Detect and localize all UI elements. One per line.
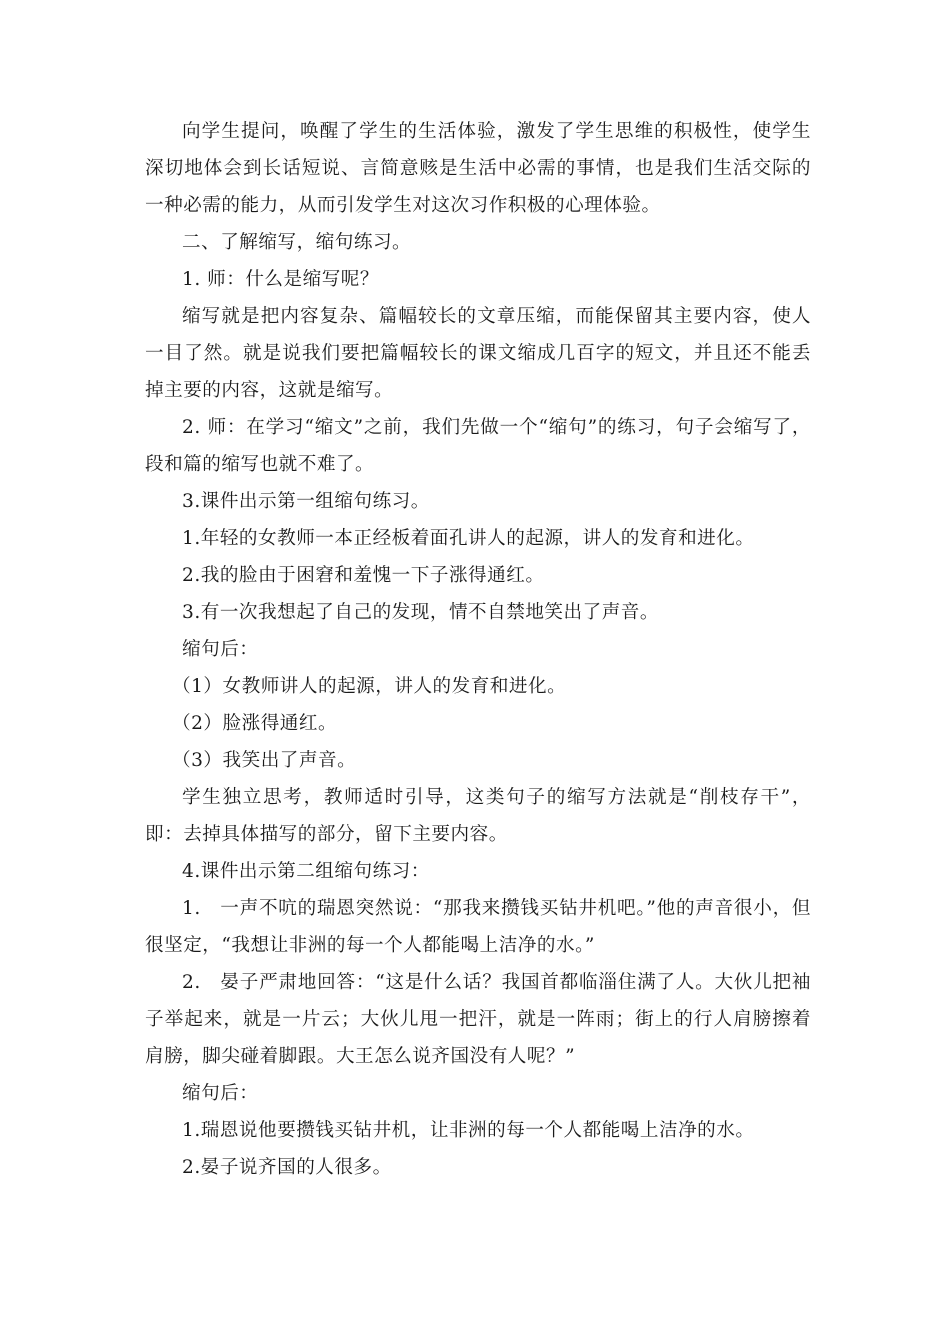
list-item: 1. 一声不吭的瑞恩突然说：“那我来攒钱买钻井机吧。”他的声音很小，但很坚定，“我想让非洲的每一个人都能喝上洁净的水。” (145, 898, 811, 956)
paragraph-definition: 缩写就是把内容复杂、篇幅较长的文章压缩，而能保留其主要内容，使人一目了然。就是说我们要把篇幅较长的课文缩成几百字的短文，并且还不能丢掉主要的内容，这就是缩写。 (145, 306, 811, 401)
paragraph-intro: 向学生提问，唤醒了学生的生活体验，激发了学生思维的积极性，使学生深切地体会到长话短说、言简意赅是生活中必需的事情，也是我们生活交际的一种必需的能力，从而引发学生对这次习作积极的心理体验。 (145, 121, 811, 216)
paragraph-exercise-group-1: 3.课件出示第一组缩句练习。 (182, 491, 430, 512)
list-item: （1）女教师讲人的起源，讲人的发育和进化。 (172, 676, 567, 697)
paragraph-method: 学生独立思考，教师适时引导，这类句子的缩写方法就是“削枝存干”，即：去掉具体描写的部分，留下主要内容。 (145, 787, 811, 845)
paragraph-result-label: 缩句后： (182, 1083, 259, 1104)
list-item: 2. 晏子严肃地回答：“这是什么话？我国首都临淄住满了人。大伙儿把袖子举起来，就是一片云；大伙儿甩一把汗，就是一阵雨；街上的行人肩膀擦着肩膀，脚尖碰着脚跟。大王怎么说齐国没有人呢？” (145, 972, 811, 1067)
list-item: （3）我笑出了声音。 (172, 750, 357, 771)
list-item: 3.有一次我想起了自己的发现，情不自禁地笑出了声音。 (182, 602, 659, 623)
document-body (145, 113, 811, 1186)
list-item: 1.年轻的女教师一本正经板着面孔讲人的起源，讲人的发育和进化。 (182, 528, 755, 549)
list-item: （2）脸涨得通红。 (172, 713, 338, 734)
paragraph-question: 1. 师：什么是缩写呢？ (182, 269, 379, 290)
paragraph-result-label: 缩句后： (182, 639, 259, 660)
list-item: 2.我的脸由于困窘和羞愧一下子涨得通红。 (182, 565, 545, 586)
paragraph-exercise-group-2: 4.课件出示第二组缩句练习： (182, 861, 430, 882)
section-heading: 二、了解缩写，缩句练习。 (182, 232, 412, 253)
paragraph-teacher-note: 2. 师：在学习“缩文”之前，我们先做一个“缩句”的练习，句子会缩写了，段和篇的缩写也就不难了。 (145, 417, 811, 475)
list-item: 2.晏子说齐国的人很多。 (182, 1157, 392, 1178)
list-item: 1.瑞恩说他要攒钱买钻井机，让非洲的每一个人都能喝上洁净的水。 (182, 1120, 755, 1141)
